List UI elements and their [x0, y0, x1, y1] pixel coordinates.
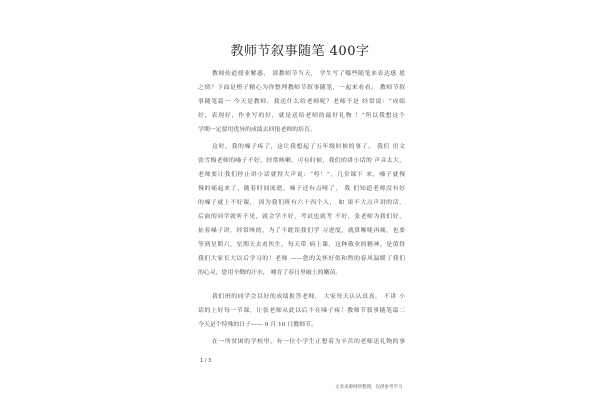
paragraph-4: [198, 335, 405, 349]
paragraph-2: [198, 140, 405, 280]
paragraph-1: [198, 67, 405, 137]
text-line: 我们班的同学会以好的成绩报答老师， 大家每天认认真真， 不讲 小: [212, 294, 405, 300]
document-title: 教师节叙事随笔 400字: [230, 44, 370, 59]
text-line: 的心灵，您用辛勤的汗水， 哺育了春日里破土的嫩苗。: [198, 270, 342, 276]
text-line: 今天是个特殊的日子—— 9 月 10 日教师节。: [198, 322, 317, 328]
text-line: 好，表现好，作业写的好，就是送给老师的最好礼物 ！”所以我想这个: [198, 113, 405, 119]
page-number: 1 / 3: [200, 358, 212, 364]
text-line: 这时，我的嗓子疼了，这让我想起了五年级时候的事了。 我们 语文: [212, 144, 405, 150]
text-line: 慢的痛起来了，随着时间流逝，嗓子还有点哑了， 我 们知道老师没有好: [198, 186, 405, 192]
paragraph-3: [198, 290, 405, 332]
text-line: 我们大家长大以后学习的！老师 ——您的关怀好似和煦的春风温暖了我们: [198, 256, 405, 262]
text-line: 老师要让我们停止讲小话就得大声说：“哼！”，几堂课下 来，嗓子就慢: [198, 172, 405, 178]
text-line: 教师传道授业解惑， 那教师节当天， 学生写了哪些随笔来表达感 恩: [212, 71, 405, 77]
text-line: 在一所贫困的学校里，有一位小学生正想着为辛苦的老师送礼物的事: [212, 339, 405, 345]
text-line: 学期一定要用优异的成绩去回报老师的培育。: [198, 127, 316, 133]
text-line: 张雪梅老师的嗓子不好，经常咳嗽，可有时候，我们的讲小话的 声音太大，: [198, 158, 405, 164]
text-line: 的嗓子就上不好课， 因为我们班有六十四个人， 如 果不大点声讲的话，: [198, 200, 405, 206]
footer-note: 文章来源网络整理，仅供参考学习: [335, 385, 403, 390]
text-line: 等到星期六，星期天去看医生，每天带 病上课，这种敬业的精神，是值得: [198, 242, 405, 248]
text-line: 扯着嗓子讲，经常咳的，为了不耽误我们学 习进度，就算喉咙再痛，也要: [198, 228, 405, 234]
text-line: 后面的同学就听不见，就会学不好，考试也就考 不好，张老师为我们好，: [198, 214, 405, 220]
text-line: 事随笔篇一 今天是教师，我送什么给老师呢？老师不是 经常说：“成绩: [198, 99, 405, 105]
text-line: 话的上好每一节课，让张老师从此以后不在嗓子疼！教师节叙事随笔篇二: [198, 308, 405, 314]
text-line: 之情？下面是橙子精心为你整理教师节叙事随笔，一起来看看。 教师节叙: [198, 85, 405, 91]
